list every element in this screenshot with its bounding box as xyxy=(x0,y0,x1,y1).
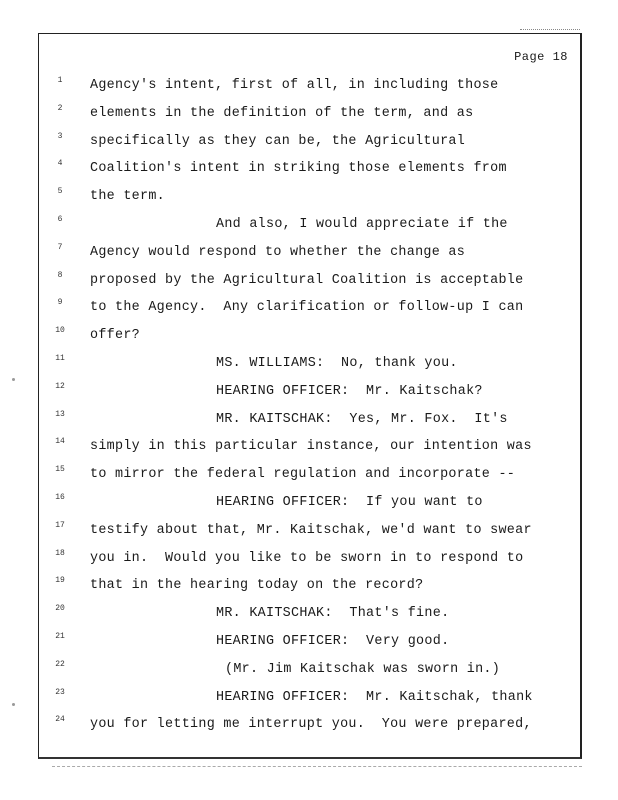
transcript-line xyxy=(39,409,580,440)
line-number: 18 xyxy=(55,548,65,558)
scan-edge-mark xyxy=(520,29,580,31)
line-text: And also, I would appreciate if the xyxy=(216,217,508,232)
transcript-line xyxy=(39,437,580,467)
line-text: testify about that, Mr. Kaitschak, we'd want to swear xyxy=(90,522,532,538)
line-number: 11 xyxy=(55,354,65,363)
page-number: Page 18 xyxy=(514,50,568,64)
transcript-line xyxy=(39,632,580,662)
line-number: 7 xyxy=(57,242,63,252)
line-number: 9 xyxy=(57,298,63,308)
line-number: 1 xyxy=(57,76,63,85)
line-text: that in the hearing today on the record? xyxy=(90,578,424,594)
line-text: you for letting me interrupt you. You were prepared, xyxy=(90,717,532,733)
line-text: the term. xyxy=(90,189,166,205)
line-number: 16 xyxy=(55,493,65,502)
line-text: HEARING OFFICER: Very good. xyxy=(216,634,450,649)
transcript-line xyxy=(39,687,580,718)
line-text: offer? xyxy=(90,328,141,344)
line-text: to the Agency. Any clarification or follow-up I can xyxy=(90,300,524,316)
line-number: 22 xyxy=(55,659,65,669)
line-number: 12 xyxy=(55,381,65,391)
transcript-line xyxy=(39,465,580,495)
line-text: (Mr. Jim Kaitschak was sworn in.) xyxy=(225,661,501,677)
footer-rule xyxy=(52,766,582,767)
transcript-line xyxy=(39,548,580,579)
transcript-line xyxy=(39,76,580,106)
transcript-line xyxy=(39,103,580,134)
line-number: 17 xyxy=(55,520,65,530)
scan-speck xyxy=(12,378,15,381)
line-text: specifically as they can be, the Agricultural xyxy=(90,133,466,149)
transcript-line xyxy=(39,187,580,217)
line-number: 4 xyxy=(57,159,63,169)
transcript-line xyxy=(39,520,580,551)
line-text: HEARING OFFICER: Mr. Kaitschak? xyxy=(216,383,483,399)
transcript-line xyxy=(39,576,580,606)
transcript-line xyxy=(39,659,580,690)
transcript-line xyxy=(39,131,580,162)
line-text: elements in the definition of the term, and as xyxy=(90,105,474,121)
transcript-line xyxy=(39,298,580,328)
line-text: to mirror the federal regulation and incorporate -- xyxy=(90,467,516,483)
transcript-line xyxy=(39,604,580,634)
line-number: 3 xyxy=(57,131,63,141)
line-number: 20 xyxy=(55,604,65,614)
scan-speck xyxy=(12,703,15,706)
line-text: simply in this particular instance, our intention was xyxy=(90,439,532,455)
line-text: Agency's intent, first of all, in including those xyxy=(90,78,499,93)
line-number: 19 xyxy=(55,576,65,586)
transcript-line xyxy=(39,270,580,301)
line-number: 10 xyxy=(55,326,65,336)
transcript-line xyxy=(39,354,580,384)
line-text: HEARING OFFICER: If you want to xyxy=(216,495,483,510)
line-text: HEARING OFFICER: Mr. Kaitschak, thank xyxy=(216,689,533,705)
line-number: 24 xyxy=(55,715,65,725)
transcript-line xyxy=(39,326,580,356)
transcript-page xyxy=(38,33,582,759)
line-number: 2 xyxy=(57,103,63,113)
line-text: Coalition's intent in striking those elements from xyxy=(90,161,507,177)
transcript-line xyxy=(39,381,580,412)
line-text: proposed by the Agricultural Coalition is acceptable xyxy=(90,272,524,288)
line-number: 6 xyxy=(57,215,63,224)
transcript-line xyxy=(39,159,580,189)
transcript-line xyxy=(39,242,580,273)
line-number: 8 xyxy=(57,270,63,280)
transcript-line xyxy=(39,493,580,523)
line-number: 14 xyxy=(55,437,65,447)
transcript-line xyxy=(39,215,580,245)
line-text: you in. Would you like to be sworn in to respond to xyxy=(90,550,524,566)
line-number: 23 xyxy=(55,687,65,697)
line-number: 5 xyxy=(57,187,63,197)
line-text: MR. KAITSCHAK: That's fine. xyxy=(216,606,450,622)
line-number: 15 xyxy=(55,465,65,475)
line-number: 13 xyxy=(55,409,65,419)
line-text: MS. WILLIAMS: No, thank you. xyxy=(216,356,458,371)
line-text: Agency would respond to whether the change as xyxy=(90,244,466,260)
transcript-line xyxy=(39,715,580,745)
line-text: MR. KAITSCHAK: Yes, Mr. Fox. It's xyxy=(216,411,508,427)
line-number: 21 xyxy=(55,632,65,641)
